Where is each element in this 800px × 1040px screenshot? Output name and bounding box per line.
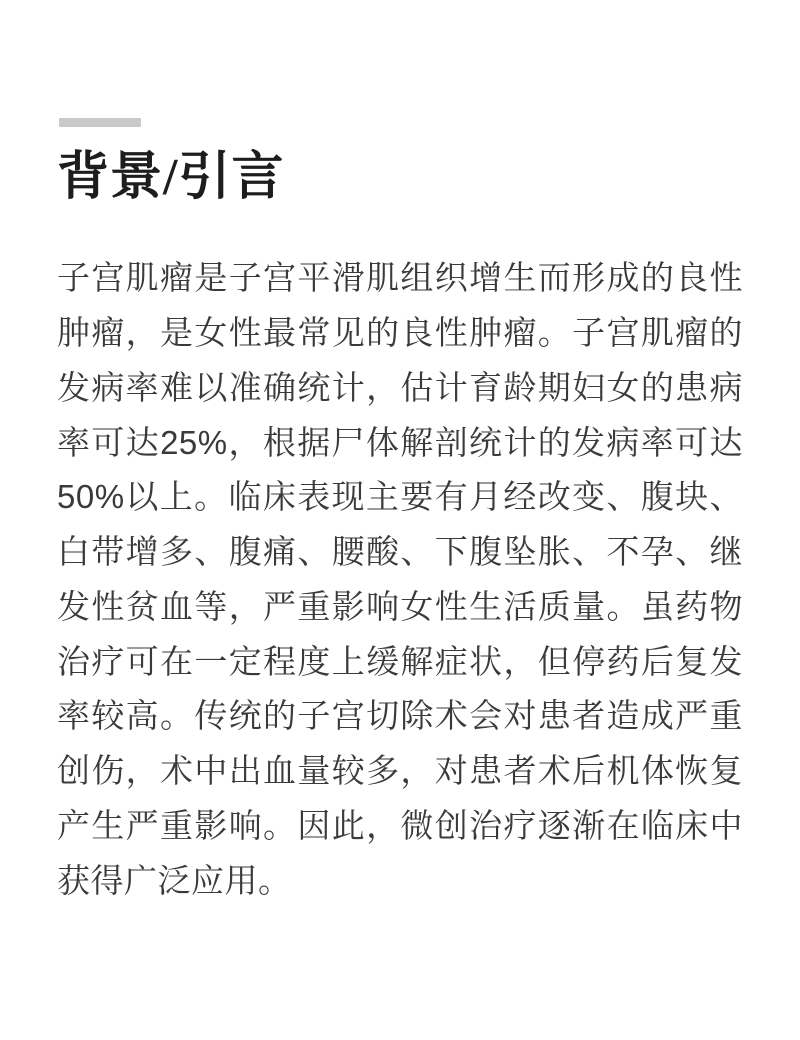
- body-paragraph: 子宫肌瘤是子宫平滑肌组织增生而形成的良性肿瘤，是女性最常见的良性肿瘤。子宫肌瘤的发病率难以准确统计，估计育龄期妇女的患病率可达25%，根据尸体解剖统计的发病率可达50%以上。临床表现主要有月经改变、腹块、白带增多、腹痛、腰酸、下腹坠胀、不孕、继发性贫血等，严重影响女性生活质量。虽药物治疗可在一定程度上缓解症状，但停药后复发率较高。传统的子宫切除术会对患者造成严重创伤，术中出血量较多，对患者术后机体恢复产生严重影响。因此，微创治疗逐渐在临床中获得广泛应用。: [57, 259, 743, 899]
- title-accent-bar: [59, 118, 141, 127]
- page-title: 背景/引言: [57, 149, 285, 206]
